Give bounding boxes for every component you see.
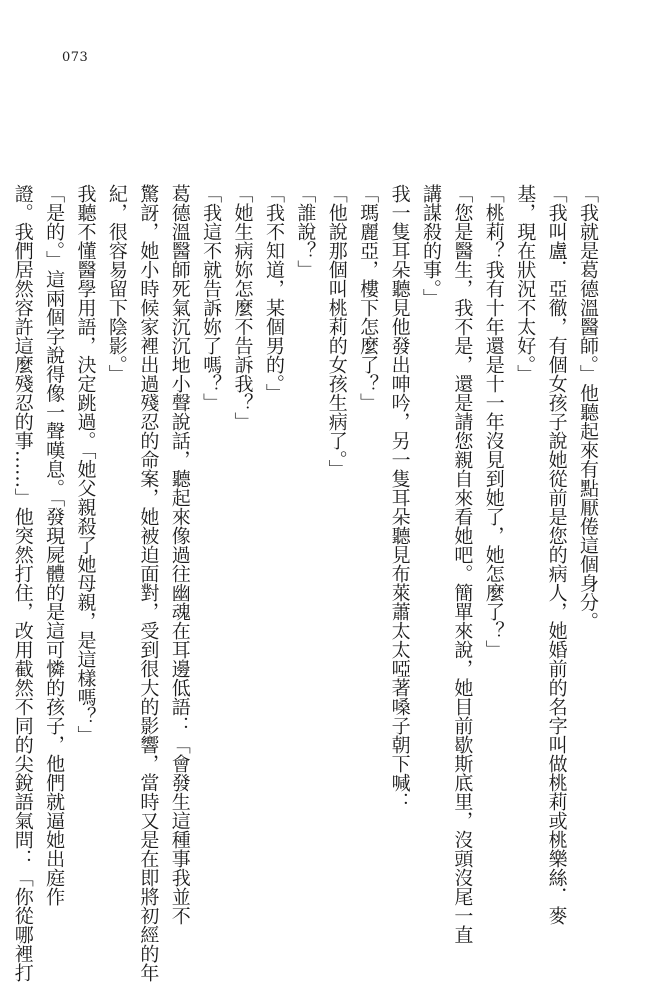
text-line: 「是的。」這兩個字說得像一聲嘆息。「發現屍體的是這可憐的孩子，他們就逼她出庭作 [43,184,66,906]
text-line: 「誰說？」 [294,184,317,279]
page-number: 073 [62,50,89,65]
text-line: 「我不知道，某個男的。」 [262,184,285,403]
text-line: 「瑪麗亞，樓下怎麼了？」 [357,184,380,412]
text-line: 「我叫盧．亞徹，有個女孩子說她從前是您的病人，她婚前的名字叫做桃莉或桃樂絲．麥 [545,184,568,925]
text-line: 「我就是葛德溫醫師。」他聽起來有點厭倦這個身分。 [577,184,599,631]
text-line: 驚訝，她小時候家裡出過殘忍的命案，她被迫面對，受到很大的影響，當時又是在即將初經的年 [137,184,160,982]
text-line: 證。我們居然容許這麼殘忍的事……」他突然打住，改用截然不同的尖銳語氣問：「你從哪裡打 [11,184,34,982]
text-line: 「桃莉？我有十年還是十一年沒見到她了，她怎麼了？」 [482,184,505,659]
vertical-text-body [6,184,603,982]
text-line: 我一隻耳朵聽見他發出呻吟，另一隻耳朵聽見布萊蕭太太啞著嗓子朝下喊： [388,184,411,811]
text-line: 紀，很容易留下陰影。」 [105,184,128,384]
text-line: 我聽不懂醫學用語，決定跳過。「她父親殺了她母親，是這樣嗎？」 [74,184,97,745]
text-line: 講謀殺的事。」 [419,184,442,308]
text-line: 「您是醫生，我不是，還是請您親自來看她吧。簡單來說，她目前歇斯底里，沒頭沒尾一直 [451,184,474,944]
text-line: 基，現在狀況不太好。」 [514,184,537,384]
text-line: 「我這不就告訴妳了嗎？」 [200,184,223,412]
text-line: 「她生病妳怎麼不告訴我？」 [231,184,254,431]
text-line: 「他說那個叫桃莉的女孩生病了。」 [325,184,348,479]
text-line: 葛德溫醫師死氣沉沉地小聲說話，聽起來像過往幽魂在耳邊低語：「會發生這種事我並不 [168,184,191,925]
